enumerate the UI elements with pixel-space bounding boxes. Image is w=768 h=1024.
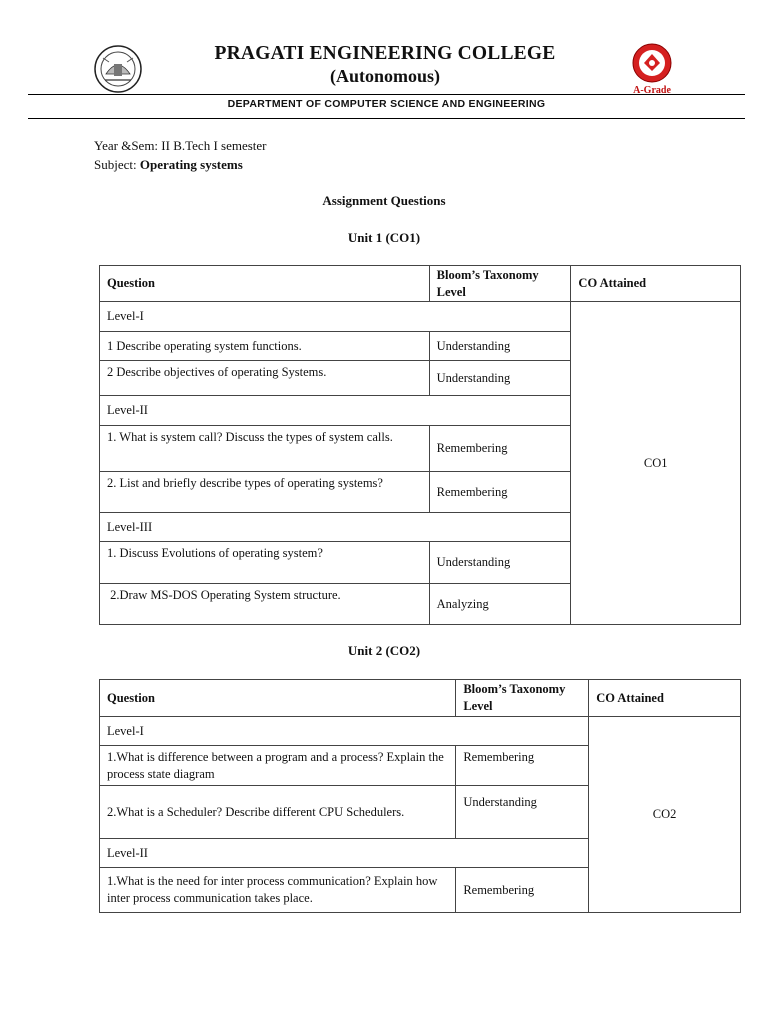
college-emblem-logo bbox=[93, 44, 143, 94]
question-header: Question bbox=[100, 266, 430, 302]
question-text: 1. What is system call? Discuss the types of system calls. bbox=[100, 426, 430, 472]
question-text: 2 Describe objectives of operating Systems. bbox=[100, 361, 430, 396]
blooms-level: Remembering bbox=[456, 868, 589, 913]
level-row bbox=[100, 717, 741, 746]
question-text: 2.What is a Scheduler? Describe different CPU Schedulers. bbox=[100, 786, 456, 839]
blooms-level: Analyzing bbox=[429, 584, 571, 625]
blooms-level: Remembering bbox=[429, 472, 571, 513]
unit2-title: Unit 2 (CO2) bbox=[347, 643, 421, 658]
table-header-row bbox=[100, 680, 741, 717]
year-sem-label: Year &Sem: bbox=[94, 138, 159, 153]
header-rule-top bbox=[28, 94, 745, 95]
level-label: Level-I bbox=[100, 717, 589, 746]
question-text: 2.Draw MS-DOS Operating System structure. bbox=[100, 584, 430, 625]
subject-label: Subject: bbox=[94, 157, 137, 172]
unit1-title: Unit 1 (CO1) bbox=[347, 230, 421, 245]
question-text: 1 Describe operating system functions. bbox=[100, 332, 430, 361]
level-label: Level-III bbox=[100, 513, 571, 542]
question-header: Question bbox=[100, 680, 456, 717]
header-rule-bottom bbox=[28, 118, 745, 119]
unit1-table bbox=[99, 265, 741, 625]
blooms-level: Understanding bbox=[456, 786, 589, 839]
level-label: Level-II bbox=[100, 396, 571, 426]
unit2-table bbox=[99, 679, 741, 913]
subject-line bbox=[94, 157, 243, 173]
co-header: CO Attained bbox=[571, 266, 741, 302]
level-label: Level-I bbox=[100, 302, 571, 332]
grade-label: A-Grade bbox=[633, 85, 671, 96]
question-text: 1.What is difference between a program and a process? Explain the process state diagram bbox=[100, 746, 456, 786]
blooms-header: Bloom’s Taxonomy Level bbox=[429, 266, 571, 302]
college-subtitle: (Autonomous) bbox=[329, 66, 440, 86]
blooms-level: Understanding bbox=[429, 361, 571, 396]
question-text: 2. List and briefly describe types of operating systems? bbox=[100, 472, 430, 513]
blooms-level: Understanding bbox=[429, 542, 571, 584]
subject-value: Operating systems bbox=[139, 157, 243, 172]
question-text: 1.What is the need for inter process communication? Explain how inter process communication takes place. bbox=[100, 868, 456, 913]
blooms-header: Bloom’s Taxonomy Level bbox=[456, 680, 589, 717]
co-attained-value: CO1 bbox=[571, 302, 741, 625]
co-attained-value: CO2 bbox=[589, 717, 741, 913]
level-row bbox=[100, 302, 741, 332]
year-sem-value: II B.Tech I semester bbox=[161, 138, 267, 153]
blooms-level: Remembering bbox=[429, 426, 571, 472]
year-sem-line bbox=[94, 138, 267, 154]
question-text: 1. Discuss Evolutions of operating system? bbox=[100, 542, 430, 584]
co-header: CO Attained bbox=[589, 680, 741, 717]
assignment-title: Assignment Questions bbox=[322, 193, 446, 208]
blooms-level: Remembering bbox=[456, 746, 589, 786]
college-name: PRAGATI ENGINEERING COLLEGE bbox=[214, 43, 556, 64]
level-label: Level-II bbox=[100, 839, 589, 868]
naac-grade-logo bbox=[628, 42, 676, 96]
table-header-row bbox=[100, 266, 741, 302]
blooms-level: Understanding bbox=[429, 332, 571, 361]
department-name: DEPARTMENT OF COMPUTER SCIENCE AND ENGINEERING bbox=[227, 98, 546, 110]
